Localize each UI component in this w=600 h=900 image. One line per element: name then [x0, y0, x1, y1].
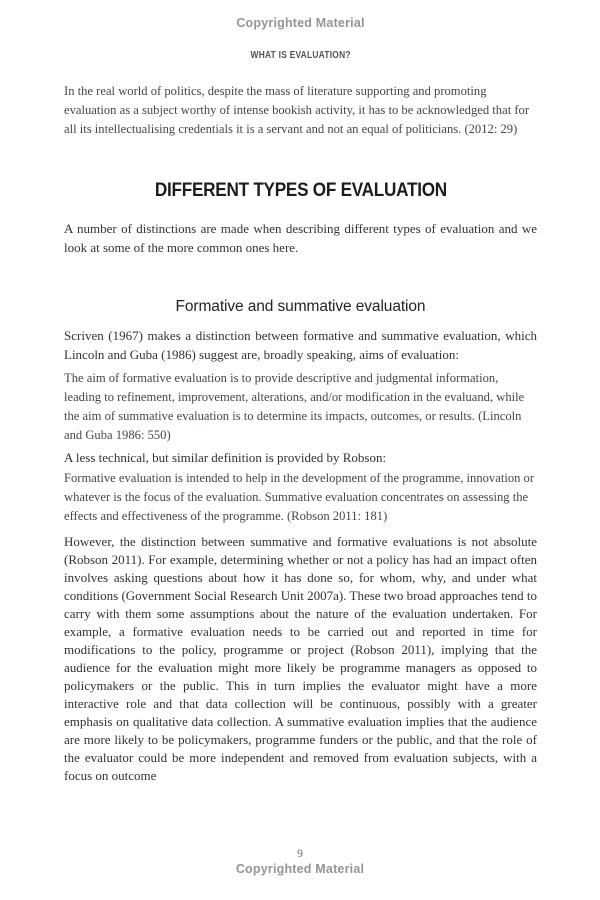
subsection-heading: Formative and summative evaluation: [175, 298, 426, 315]
robson-quote: Formative evaluation is intended to help in the development of the programme, innovation or whatever is the focus of the evaluation. Summative evaluation concentrates on assessing the effects and effectiveness of the programme. (Robson 2011: 181): [64, 471, 535, 523]
running-head: [64, 49, 537, 60]
copyright-notice-bottom: Copyrighted Material: [235, 862, 365, 876]
section-heading-text: DIFFERENT TYPES OF EVALUATION: [154, 179, 447, 201]
running-head-text: WHAT IS EVALUATION?: [250, 49, 351, 61]
section-heading: [64, 175, 537, 201]
copyright-notice-top: Copyrighted Material: [236, 16, 365, 30]
lincoln-guba-quote: The aim of formative evaluation is to provide descriptive and judgmental information, leading to refinement, improvement, alterations, and/or modification in the evaluand, while the aim of summative evaluation is to determine its impacts, outcomes, or results. (Lincoln and Guba 1986: 550): [64, 371, 525, 442]
robson-intro-paragraph: A less technical, but similar definition is provided by Robson:: [64, 450, 387, 465]
page-number: 9: [297, 848, 303, 860]
scriven-paragraph: Scriven (1967) makes a distinction between formative and summative evaluation, which Lincoln and Guba (1986) suggest are, broadly speaking, aims of evaluation:: [64, 328, 537, 362]
discussion-paragraph: However, the distinction between summative and formative evaluations is not absolute (Robson 2011). For example, determining whether or not a policy has had an impact often involves asking questions about how it has done so, for whom, why, and under what conditions (Government Social Research Unit 2007a). These two broad approaches tend to carry with them some assumptions about the nature of the evaluation undertaken. For example, a formative evaluation needs to be carried out and reported in time for modifications to the policy, programme or project (Robson 2011), implying that the audience for the evaluation might more likely be programme managers as opposed to policymakers or the public. This in turn implies the evaluator might have a more interactive role and that data collection will be continuous, possibly with a greater emphasis on qualitative data collection. A summative evaluation implies that the audience are more likely to be policymakers, programme funders or the public, and that the role of the evaluator could be more independent and removed from evaluation subjects, with a focus on outcome: [64, 534, 537, 783]
section-intro-paragraph: A number of distinctions are made when describing different types of evaluation and we look at some of the more common ones here.: [64, 221, 537, 255]
opening-quote: In the real world of politics, despite the mass of literature supporting and promoting evaluation as a subject worthy of intense bookish activity, it has to be acknowledged that for all its intellectualising credentials it is a servant and not an equal of politicians. (2012: 29): [64, 84, 530, 136]
